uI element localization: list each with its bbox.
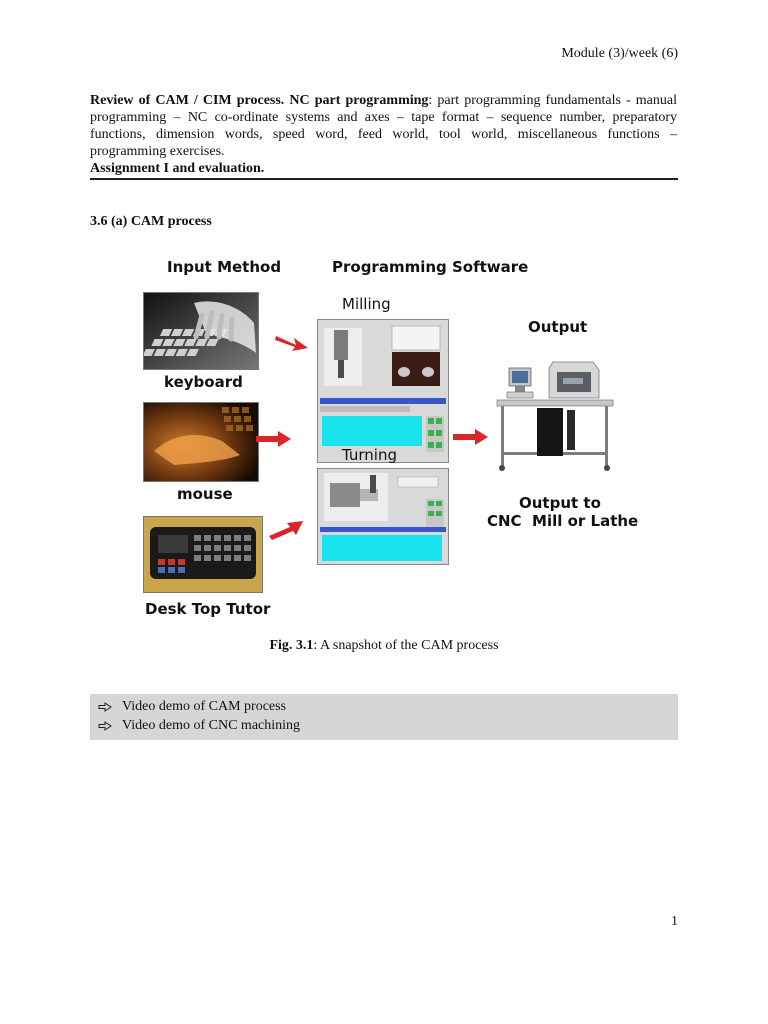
arrow-mouse-to-software-icon xyxy=(256,431,292,447)
mouse-label: mouse xyxy=(177,485,233,503)
output-label-line1: Output to xyxy=(519,494,601,512)
video-link-cam-process[interactable] xyxy=(98,699,286,715)
figure-heading-software: Programming Software xyxy=(332,258,529,276)
turning-label: Turning xyxy=(342,446,397,464)
figure-heading-output: Output xyxy=(528,318,588,336)
milling-label: Milling xyxy=(342,295,391,313)
keyboard-photo xyxy=(143,292,259,370)
page-number: 1 xyxy=(671,914,678,929)
figure-heading-input: Input Method xyxy=(167,258,282,276)
video-links-box xyxy=(90,694,678,740)
arrow-right-icon xyxy=(98,702,112,712)
figure-caption xyxy=(0,638,768,654)
assignment-line: Assignment I and evaluation. xyxy=(90,161,265,176)
arrow-keyboard-to-milling-icon xyxy=(274,332,310,352)
cnc-machine-workstation xyxy=(493,358,617,474)
video-link-label: Video demo of CNC machining xyxy=(122,718,301,733)
arrow-tutor-to-turning-icon xyxy=(268,519,304,541)
milling-software-screen xyxy=(317,319,449,463)
figure-caption-text: : A snapshot of the CAM process xyxy=(313,638,499,653)
desk-top-tutor-label: Desk Top Tutor xyxy=(145,600,271,618)
desk-top-tutor-photo xyxy=(143,516,263,593)
section-heading: 3.6 (a) CAM process xyxy=(90,214,212,229)
turning-software-screen xyxy=(317,468,449,565)
mouse-photo xyxy=(143,402,259,482)
overview-bold-intro: Review of CAM / CIM process. NC part programming xyxy=(90,93,429,108)
keyboard-label: keyboard xyxy=(164,373,243,391)
arrow-software-to-output-icon xyxy=(453,429,489,445)
arrow-right-icon xyxy=(98,721,112,731)
overview-body: : part programming fundamentals - manual programming – NC co-ordinate systems and axes – tape format – sequence number, preparatory functions, dimension words, speed word, feed world, tool world, miscellaneous functions – programming exercises. xyxy=(90,93,677,159)
overview-paragraph xyxy=(90,92,677,160)
section-divider xyxy=(90,178,678,180)
video-link-label: Video demo of CAM process xyxy=(122,699,287,714)
figure-caption-number: Fig. 3.1 xyxy=(269,638,314,653)
video-link-cnc-machining[interactable] xyxy=(98,718,300,734)
cam-process-figure xyxy=(110,250,640,625)
module-header: Module (3)/week (6) xyxy=(561,46,678,61)
output-label-line2: CNC Mill or Lathe xyxy=(487,512,639,530)
